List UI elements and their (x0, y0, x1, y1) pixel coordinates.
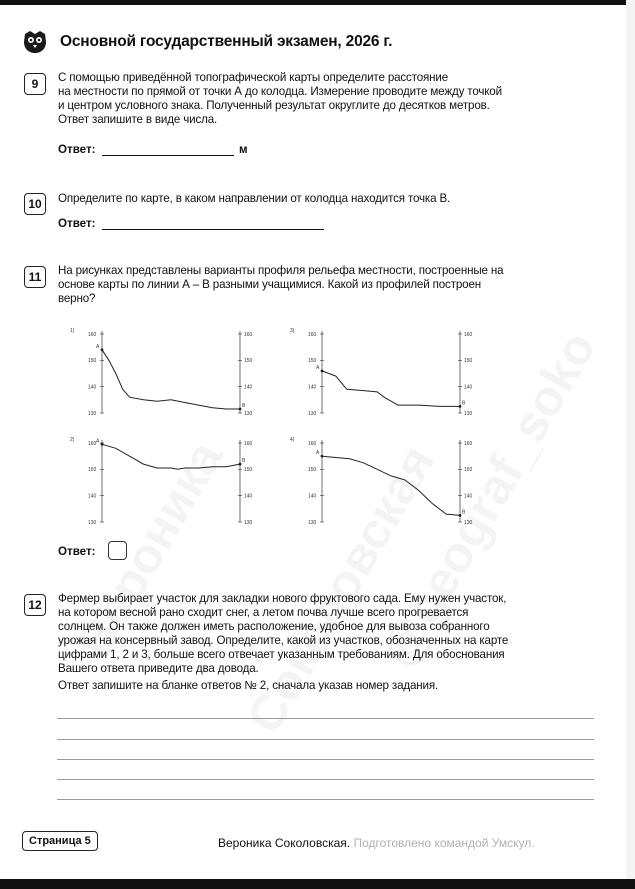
point-a-marker (321, 455, 324, 458)
question-number-10: 10 (24, 193, 46, 215)
tick-label-left: 130 (308, 519, 317, 526)
tick-label-left: 130 (308, 410, 317, 417)
point-a-marker (101, 443, 104, 446)
question-11-line: На рисунках представлены варианты профиля рельефа местности, построенные на (58, 264, 504, 277)
panel-label: 3) (290, 328, 295, 334)
point-b-label: В (242, 458, 246, 465)
tick-label-left: 160 (308, 331, 317, 338)
tick-label-right: 130 (244, 519, 253, 526)
question-9-line: и центром условного знака. Полученный результат округлите до десятков метров. (58, 99, 490, 112)
tick-label-left: 140 (88, 384, 97, 391)
top-border (0, 0, 635, 5)
tick-label-right: 140 (464, 384, 473, 391)
writing-line[interactable] (57, 718, 594, 719)
question-12-text (58, 592, 606, 693)
question-12-line: Фермер выбирает участок для закладки нового фруктового сада. Ему нужен участок, (58, 592, 507, 605)
question-11-line: верно? (58, 292, 96, 305)
tick-label-right: 130 (464, 519, 473, 526)
question-9-line: С помощью приведённой топографической карты определите расстояние (58, 71, 449, 84)
tick-label-right: 160 (244, 440, 253, 447)
question-12-instruction: Ответ запишите на бланке ответов № 2, сначала указав номер задания. (58, 679, 439, 692)
question-12-line: солнцем. Он также должен иметь расположение, удобное для вывоза собранного (58, 620, 490, 633)
tick-label-left: 150 (88, 467, 97, 474)
tick-label-left: 150 (308, 358, 317, 365)
point-a-label: А (96, 438, 100, 445)
panel-label: 4) (290, 437, 295, 443)
point-b-marker (459, 514, 462, 517)
answer-field-10[interactable] (102, 229, 324, 230)
point-b-label: В (462, 400, 466, 407)
profile-chart-3 (288, 325, 488, 420)
profile-line (322, 456, 460, 515)
panel-label: 1) (70, 328, 75, 334)
profile-chart-2 (68, 434, 268, 529)
question-number-9: 9 (24, 73, 46, 95)
tick-label-right: 140 (464, 493, 473, 500)
question-number-12: 12 (24, 594, 46, 616)
answer-label-10: Ответ: (58, 217, 96, 230)
owl-logo-icon (22, 29, 48, 55)
answer-label-9: Ответ: (58, 143, 96, 156)
question-10-text: Определите по карте, в каком направлении от колодца находится точка В. (58, 192, 451, 205)
question-12-line: цифрами 1, 2 и 3, больше всего отвечает указанным требованиям. Для обоснования (58, 648, 505, 661)
point-b-marker (239, 463, 242, 466)
bottom-border (0, 879, 635, 889)
profile-chart-1 (68, 325, 268, 420)
point-a-label: А (96, 343, 100, 350)
answer-label-11: Ответ: (58, 545, 96, 558)
page-header (22, 29, 392, 55)
author-name: Вероника Соколовская. (218, 836, 351, 850)
tick-label-left: 150 (308, 467, 317, 474)
point-a-label: А (316, 364, 320, 371)
tick-label-right: 150 (464, 467, 473, 474)
tick-label-right: 140 (244, 493, 253, 500)
tick-label-left: 140 (308, 493, 317, 500)
answer-unit-9: м (239, 143, 248, 156)
tick-label-right: 130 (244, 410, 253, 417)
page-number-badge: Страница 5 (22, 831, 98, 851)
tick-label-right: 150 (244, 467, 253, 474)
profile-line (102, 350, 240, 409)
answer-field-9[interactable] (102, 155, 234, 156)
tick-label-right: 160 (244, 331, 253, 338)
question-9-line: Ответ запишите в виде числа. (58, 113, 218, 126)
question-12-line: Вашего ответа приведите два довода. (58, 662, 259, 675)
tick-label-right: 160 (464, 331, 473, 338)
question-9-line: на местности по прямой от точки А до колодца. Измерение проводите между точкой (58, 85, 502, 98)
tick-label-right: 130 (464, 410, 473, 417)
writing-line[interactable] (57, 779, 594, 780)
point-b-label: В (462, 509, 466, 516)
tick-label-right: 150 (244, 358, 253, 365)
tick-label-left: 160 (88, 440, 97, 447)
writing-line[interactable] (57, 799, 594, 800)
question-12-line: на котором весной рано сходит снег, а летом почва лучше всего прогревается (58, 606, 469, 619)
point-a-marker (321, 369, 324, 372)
question-12-line: урожая на консервный завод. Определите, какой из участков, обозначенных на карте (58, 634, 509, 647)
panel-label: 2) (70, 437, 75, 443)
tick-label-left: 160 (88, 331, 97, 338)
tick-label-left: 150 (88, 358, 97, 365)
tick-label-left: 160 (308, 440, 317, 447)
tick-label-right: 140 (244, 384, 253, 391)
question-11-line: основе карты по линии А – В разными учащимися. Какой из профилей построен (58, 278, 482, 291)
question-11-text (58, 264, 603, 306)
profile-line (102, 444, 240, 469)
point-a-marker (101, 348, 104, 351)
profile-chart-4 (288, 434, 488, 529)
writing-line[interactable] (57, 759, 594, 760)
point-b-marker (459, 405, 462, 408)
profile-line (322, 371, 460, 407)
team-credit: Подготовлено командой Умскул. (353, 836, 535, 850)
tick-label-right: 150 (464, 358, 473, 365)
tick-label-left: 130 (88, 519, 97, 526)
point-b-label: В (242, 403, 246, 410)
tick-label-left: 140 (88, 493, 97, 500)
question-9-text (58, 71, 603, 127)
tick-label-left: 130 (88, 410, 97, 417)
writing-line[interactable] (57, 739, 594, 740)
answer-box-11[interactable] (108, 541, 127, 560)
tick-label-left: 140 (308, 384, 317, 391)
footer-credits (218, 836, 535, 850)
question-number-11: 11 (24, 266, 46, 288)
page-edge-shadow (626, 0, 635, 889)
point-a-label: А (316, 450, 320, 457)
tick-label-right: 160 (464, 440, 473, 447)
exam-title: Основной государственный экзамен, 2026 г. (60, 33, 393, 50)
point-b-marker (239, 408, 242, 411)
